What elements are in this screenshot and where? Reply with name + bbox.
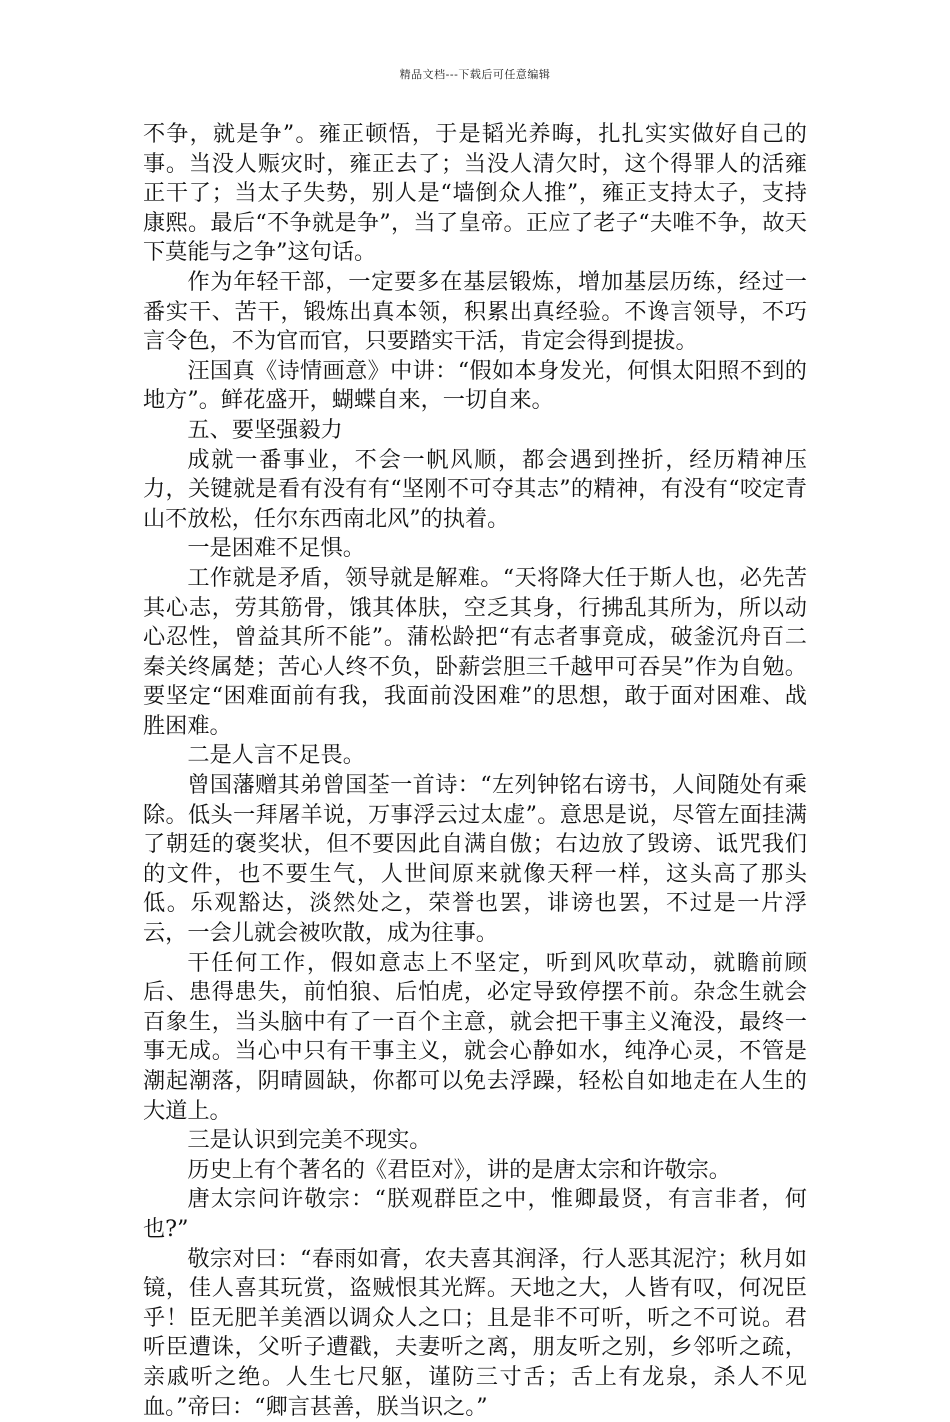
paragraph: 成就一番事业，不会一帆风顺，都会遇到挫折，经历精神压力，关键就是看有没有有“坚刚不可夺其志”的精神，有没有“咬定青山不放松，任尔东西南北风”的执着。 xyxy=(143,446,807,532)
subsection-heading: 三是认识到完美不现实。 xyxy=(187,1127,432,1154)
paragraph: 作为年轻干部，一定要多在基层锻炼，增加基层历练，经过一番实干、苦干，锻炼出真本领，积累出真经验。不谗言领导，不巧言令色，不为官而官，只要踏实干活，肯定会得到提拔。 xyxy=(143,268,807,355)
paragraph: 历史上有个著名的《君臣对》，讲的是唐太宗和许敬宗。 xyxy=(187,1156,731,1183)
paragraph: 干任何工作，假如意志上不坚定，听到风吹草动，就瞻前顾后、患得患失，前怕狼、后怕虎，必定导致停摆不前。杂念生就会百象生，当头脑中有了一百个主意，就会把干事主义淹没，最终一事无成。当心中只有干事主义，就会心静如水，纯净心灵，不管是潮起潮落，阴晴圆缺，你都可以免去浮躁，轻松自如地走在人生的大道上。 xyxy=(143,949,807,1124)
paragraph: 工作就是矛盾，领导就是解难。“天将降大任于斯人也，必先苦其心志，劳其筋骨，饿其体肤，空乏其身，行拂乱其所为，所以动心忍性，曾益其所不能”。蒲松龄把“有志者事竟成，破釜沉舟百二秦关终属楚；苦心人终不负，卧薪尝胆三千越甲可吞吴”作为自勉。要坚定“困难面前有我，我面前没困难”的思想，敢于面对困难、战胜困难。 xyxy=(143,564,807,739)
paragraph: 不争，就是争”。雍正顿悟，于是韬光养晦，扎扎实实做好自己的事。当没人赈灾时，雍正去了；当没人清欠时，这个得罪人的活雍正干了；当太子失势，别人是“墙倒众人推”，雍正支持太子，支持康熙。最后“不争就是争”，当了皇帝。正应了老子“夫唯不争，故天下莫能与之争”这句话。 xyxy=(143,121,807,266)
subsection-heading: 二是人言不足畏。 xyxy=(187,742,365,769)
page-header: 精品文档---下载后可任意编辑 xyxy=(399,68,551,81)
paragraph: 汪国真《诗情画意》中讲：“假如本身发光，何惧太阳照不到的地方”。鲜花盛开，蝴蝶自来，一切自来。 xyxy=(143,357,807,414)
paragraph: 敬宗对曰：“春雨如膏，农夫喜其润泽，行人恶其泥泞；秋月如镜，佳人喜其玩赏，盗贼恨其光辉。天地之大，人皆有叹，何况臣乎！臣无肥羊美酒以调众人之口；且是非不可听，听之不可说。君听臣遭诛，父听子遭戳，夫妻听之离，朋友听之别，乡邻听之疏，亲戚听之绝。人生七尺躯，谨防三寸舌；舌上有龙泉，杀人不见血。”帝曰：“卿言甚善，朕当识之。” xyxy=(143,1245,807,1420)
paragraph: 唐太宗问许敬宗：“朕观群臣之中，惟卿最贤，有言非者，何也?” xyxy=(143,1186,807,1242)
section-heading: 五、要坚强毅力 xyxy=(187,416,343,443)
document-body xyxy=(143,120,807,1422)
paragraph: 曾国藩赠其弟曾国荃一首诗：“左列钟铭右谤书，人间随处有乘除。低头一拜屠羊说，万事浮云过太虚”。意思是说，尽管左面挂满了朝廷的褒奖状，但不要因此自满自傲；右边放了毁谤、诋咒我们的文件，也不要生气，人世间原来就像天秤一样，这头高了那头低。乐观豁达，淡然处之，荣誉也罢，诽谤也罢，不过是一片浮云，一会儿就会被吹散，成为往事。 xyxy=(143,772,807,947)
subsection-heading: 一是困难不足惧。 xyxy=(187,535,365,562)
